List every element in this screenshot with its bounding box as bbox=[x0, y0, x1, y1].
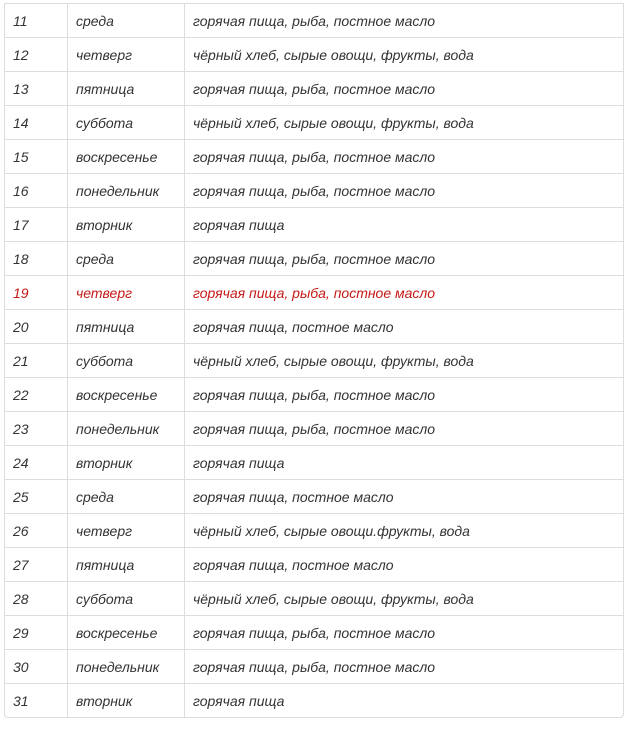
food-cell: горячая пища, рыба, постное масло bbox=[184, 411, 623, 445]
food-cell: чёрный хлеб, сырые овощи, фрукты, вода bbox=[184, 37, 623, 71]
food-cell: чёрный хлеб, сырые овощи, фрукты, вода bbox=[184, 105, 623, 139]
food-cell: горячая пища, постное масло bbox=[184, 309, 623, 343]
table-row-highlighted bbox=[5, 275, 623, 309]
weekday-cell: понедельник bbox=[67, 173, 184, 207]
table-row bbox=[5, 241, 623, 275]
table-row bbox=[5, 649, 623, 683]
weekday-cell: среда bbox=[67, 241, 184, 275]
weekday-cell: среда bbox=[67, 479, 184, 513]
food-cell: чёрный хлеб, сырые овощи, фрукты, вода bbox=[184, 581, 623, 615]
weekday-cell: четверг bbox=[67, 275, 184, 309]
table-row bbox=[5, 71, 623, 105]
weekday-cell: суббота bbox=[67, 343, 184, 377]
weekday-cell: понедельник bbox=[67, 411, 184, 445]
day-cell: 21 bbox=[5, 343, 67, 377]
food-cell: горячая пища, рыба, постное масло bbox=[184, 377, 623, 411]
day-cell: 15 bbox=[5, 139, 67, 173]
table-row bbox=[5, 445, 623, 479]
day-cell: 19 bbox=[5, 275, 67, 309]
table-row bbox=[5, 343, 623, 377]
table-row bbox=[5, 547, 623, 581]
table-body bbox=[5, 3, 623, 717]
food-cell: горячая пища, рыба, постное масло bbox=[184, 3, 623, 37]
day-cell: 20 bbox=[5, 309, 67, 343]
weekday-cell: среда bbox=[67, 3, 184, 37]
food-cell: горячая пища, рыба, постное масло bbox=[184, 615, 623, 649]
table-row bbox=[5, 173, 623, 207]
weekday-cell: воскресенье bbox=[67, 377, 184, 411]
day-cell: 16 bbox=[5, 173, 67, 207]
food-cell: горячая пища, постное масло bbox=[184, 547, 623, 581]
table-row bbox=[5, 3, 623, 37]
food-cell: горячая пища, рыба, постное масло bbox=[184, 649, 623, 683]
food-cell: горячая пища, рыба, постное масло bbox=[184, 275, 623, 309]
weekday-cell: воскресенье bbox=[67, 615, 184, 649]
table-row bbox=[5, 479, 623, 513]
food-cell: горячая пища, рыба, постное масло bbox=[184, 71, 623, 105]
food-cell: горячая пища, рыба, постное масло bbox=[184, 139, 623, 173]
food-cell: горячая пища bbox=[184, 207, 623, 241]
table-row bbox=[5, 513, 623, 547]
table-row bbox=[5, 37, 623, 71]
food-cell: горячая пища, рыба, постное масло bbox=[184, 173, 623, 207]
weekday-cell: суббота bbox=[67, 105, 184, 139]
food-cell: горячая пища bbox=[184, 683, 623, 717]
weekday-cell: пятница bbox=[67, 71, 184, 105]
weekday-cell: вторник bbox=[67, 445, 184, 479]
day-cell: 22 bbox=[5, 377, 67, 411]
weekday-cell: воскресенье bbox=[67, 139, 184, 173]
food-cell: горячая пища, постное масло bbox=[184, 479, 623, 513]
day-cell: 27 bbox=[5, 547, 67, 581]
weekday-cell: вторник bbox=[67, 683, 184, 717]
day-cell: 25 bbox=[5, 479, 67, 513]
weekday-cell: вторник bbox=[67, 207, 184, 241]
table-row bbox=[5, 411, 623, 445]
food-cell: чёрный хлеб, сырые овощи.фрукты, вода bbox=[184, 513, 623, 547]
weekday-cell: суббота bbox=[67, 581, 184, 615]
fasting-calendar-table bbox=[4, 3, 624, 718]
day-cell: 29 bbox=[5, 615, 67, 649]
day-cell: 24 bbox=[5, 445, 67, 479]
weekday-cell: четверг bbox=[67, 513, 184, 547]
food-cell: горячая пища bbox=[184, 445, 623, 479]
table-row bbox=[5, 615, 623, 649]
food-cell: чёрный хлеб, сырые овощи, фрукты, вода bbox=[184, 343, 623, 377]
day-cell: 17 bbox=[5, 207, 67, 241]
weekday-cell: четверг bbox=[67, 37, 184, 71]
table-row bbox=[5, 309, 623, 343]
weekday-cell: понедельник bbox=[67, 649, 184, 683]
day-cell: 28 bbox=[5, 581, 67, 615]
table-row bbox=[5, 207, 623, 241]
day-cell: 11 bbox=[5, 3, 67, 37]
table-row bbox=[5, 105, 623, 139]
day-cell: 23 bbox=[5, 411, 67, 445]
day-cell: 31 bbox=[5, 683, 67, 717]
food-cell: горячая пища, рыба, постное масло bbox=[184, 241, 623, 275]
day-cell: 13 bbox=[5, 71, 67, 105]
table-row bbox=[5, 683, 623, 717]
day-cell: 12 bbox=[5, 37, 67, 71]
table-row bbox=[5, 139, 623, 173]
table-row bbox=[5, 377, 623, 411]
day-cell: 30 bbox=[5, 649, 67, 683]
day-cell: 26 bbox=[5, 513, 67, 547]
weekday-cell: пятница bbox=[67, 309, 184, 343]
table-row bbox=[5, 581, 623, 615]
day-cell: 18 bbox=[5, 241, 67, 275]
day-cell: 14 bbox=[5, 105, 67, 139]
weekday-cell: пятница bbox=[67, 547, 184, 581]
